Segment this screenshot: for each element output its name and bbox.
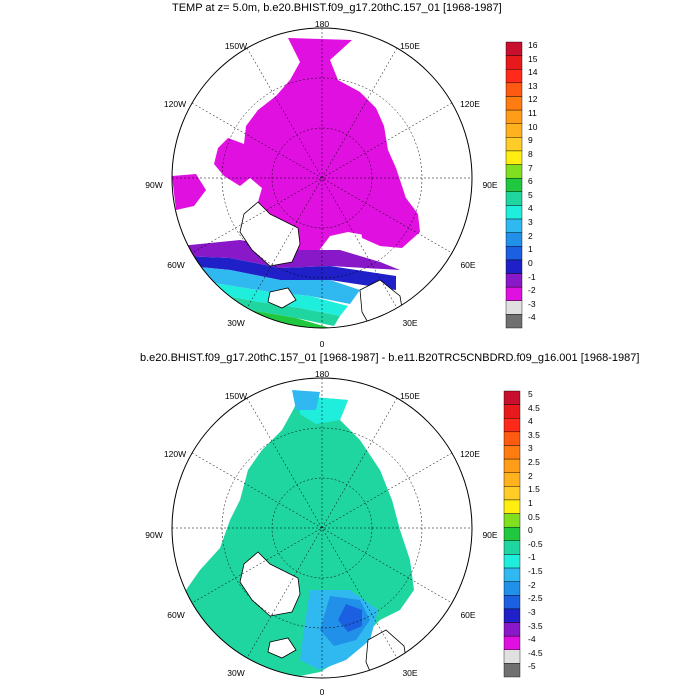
map2-lon-30w: 30W <box>227 668 245 678</box>
colorbar-tick-label: -1 <box>528 552 536 563</box>
colorbar-swatch <box>506 56 522 70</box>
colorbar-tick-label: 4 <box>528 416 533 427</box>
colorbar-swatch <box>504 595 520 609</box>
colorbar-tick-label: 9 <box>528 135 533 146</box>
colorbar-swatch <box>504 663 520 677</box>
colorbar-swatch <box>504 418 520 432</box>
colorbar-swatch <box>506 205 522 219</box>
colorbar-tick-label: -3 <box>528 606 536 617</box>
colorbar-swatch <box>504 500 520 514</box>
colorbar-swatch <box>504 514 520 528</box>
colorbar-swatch <box>506 233 522 247</box>
colorbar-tick-label: 0 <box>528 257 533 268</box>
colorbar-tick-label: 4 <box>528 203 533 214</box>
colorbar-swatch <box>506 314 522 328</box>
colorbar-panel-1 <box>506 42 522 328</box>
map2-lon-120w: 120W <box>163 449 187 459</box>
colorbar-tick-label: 2 <box>528 230 533 241</box>
colorbar-swatch <box>504 623 520 637</box>
colorbar-tick-label: 11 <box>528 108 537 119</box>
map1-lon-60e: 60E <box>460 260 476 270</box>
colorbar-swatch <box>504 527 520 541</box>
colorbar-swatch <box>506 151 522 165</box>
colorbar-tick-label: 8 <box>528 148 533 159</box>
colorbar-tick-label: -1.5 <box>528 566 543 577</box>
colorbar-swatch <box>504 391 520 405</box>
colorbar-tick-label: 3 <box>528 217 533 228</box>
map2-lon-90w: 90W <box>145 530 163 540</box>
colorbar-tick-label: -4.5 <box>528 647 543 658</box>
colorbar-swatch <box>504 486 520 500</box>
map2-negative-region-2 <box>292 390 320 410</box>
colorbar-tick-label: -2.5 <box>528 593 543 604</box>
colorbar-swatch <box>506 246 522 260</box>
map2-lon-30e: 30E <box>402 668 418 678</box>
colorbar-tick-label: 0.5 <box>528 511 540 522</box>
colorbar-tick-label: 13 <box>528 80 538 91</box>
colorbar-swatch <box>504 459 520 473</box>
colorbar-tick-label: -4 <box>528 634 536 645</box>
colorbar-swatch <box>506 124 522 138</box>
colorbar-tick-label: 3 <box>528 443 533 454</box>
colorbar-tick-label: 4.5 <box>528 402 540 413</box>
map-panel-2 <box>172 378 472 682</box>
colorbar-swatch <box>504 554 520 568</box>
colorbar-tick-label: -2 <box>528 579 536 590</box>
map1-lon-30e: 30E <box>402 318 418 328</box>
colorbar-tick-label: -5 <box>528 661 536 672</box>
colorbar-tick-label: 7 <box>528 162 533 173</box>
map1-lon-120w: 120W <box>163 99 187 109</box>
colorbar-swatch <box>506 110 522 124</box>
colorbar-tick-label: 14 <box>528 67 538 78</box>
map2-lon-90e: 90E <box>482 530 498 540</box>
colorbar-tick-label: 5 <box>528 389 533 399</box>
colorbar-swatch <box>504 609 520 623</box>
map1-lon-180: 180 <box>314 19 330 29</box>
colorbar-tick-label: -4 <box>528 312 536 323</box>
colorbar-tick-label: 1.5 <box>528 484 540 495</box>
colorbar-swatch <box>504 650 520 664</box>
colorbar-swatch <box>506 287 522 301</box>
colorbar-tick-label: -3 <box>528 298 536 309</box>
colorbar-swatch <box>504 636 520 650</box>
colorbar-swatch <box>506 301 522 315</box>
map1-lon-30w: 30W <box>227 318 245 328</box>
colorbar-swatch <box>506 260 522 274</box>
colorbar-tick-label: -3.5 <box>528 620 543 631</box>
colorbar-swatch <box>504 432 520 446</box>
map1-lon-60w: 60W <box>167 260 185 270</box>
map1-lon-150e: 150E <box>400 41 420 51</box>
colorbar-tick-label: 6 <box>528 176 533 187</box>
colorbar-tick-label: 2.5 <box>528 457 540 468</box>
colorbar-swatch <box>506 274 522 288</box>
map-panel-1 <box>172 28 472 344</box>
map2-lon-150w: 150W <box>224 391 248 401</box>
map2-lon-60e: 60E <box>460 610 476 620</box>
colorbar-swatch <box>504 568 520 582</box>
colorbar-tick-label: -0.5 <box>528 538 543 549</box>
panel1-title: TEMP at z= 5.0m, b.e20.BHIST.f09_g17.20thC.157_01 [1968-1987] <box>172 2 502 14</box>
map1-lon-120e: 120E <box>460 99 480 109</box>
colorbar-tick-label: 2 <box>528 470 533 481</box>
colorbar-tick-label: -2 <box>528 285 536 296</box>
colorbar-swatch <box>504 405 520 419</box>
map1-lon-90w: 90W <box>145 180 163 190</box>
colorbar-swatch <box>504 582 520 596</box>
colorbar-swatch <box>504 473 520 487</box>
colorbar-tick-label: 1 <box>528 244 533 255</box>
colorbar-tick-label: 5 <box>528 189 533 200</box>
colorbar-swatch <box>506 165 522 179</box>
colorbar-swatch <box>506 69 522 83</box>
map1-lon-90e: 90E <box>482 180 498 190</box>
colorbar-swatch <box>506 96 522 110</box>
colorbar-tick-label: 0 <box>528 525 533 536</box>
map2-lon-180: 180 <box>314 369 330 379</box>
map2-lon-150e: 150E <box>400 391 420 401</box>
colorbar-tick-label: -1 <box>528 271 536 282</box>
colorbar-swatch <box>506 137 522 151</box>
panel2-title: b.e20.BHIST.f09_g17.20thC.157_01 [1968-1987] - b.e11.B20TRC5CNBDRD.f09_g16.001 [1968-1987] <box>140 352 640 364</box>
colorbar-swatch <box>506 83 522 97</box>
colorbar-tick-label: 3.5 <box>528 429 540 440</box>
colorbar-tick-label: 10 <box>528 121 538 132</box>
colorbar-swatch <box>506 178 522 192</box>
map1-lon-0: 0 <box>319 339 325 349</box>
colorbar-tick-label: 16 <box>528 40 538 50</box>
colorbar-tick-label: 15 <box>528 53 538 64</box>
colorbar-swatch <box>506 192 522 206</box>
colorbar-swatch <box>506 219 522 233</box>
colorbar-tick-label: 1 <box>528 497 533 508</box>
colorbar-swatch <box>504 445 520 459</box>
map2-lon-0: 0 <box>319 687 325 697</box>
colorbar-swatch <box>504 541 520 555</box>
map2-lon-120e: 120E <box>460 449 480 459</box>
colorbar-panel-2 <box>504 391 520 677</box>
map2-lon-60w: 60W <box>167 610 185 620</box>
map1-lon-150w: 150W <box>224 41 248 51</box>
colorbar-tick-label: 12 <box>528 94 538 105</box>
map1-band-11 <box>256 332 340 344</box>
colorbar-swatch <box>506 42 522 56</box>
